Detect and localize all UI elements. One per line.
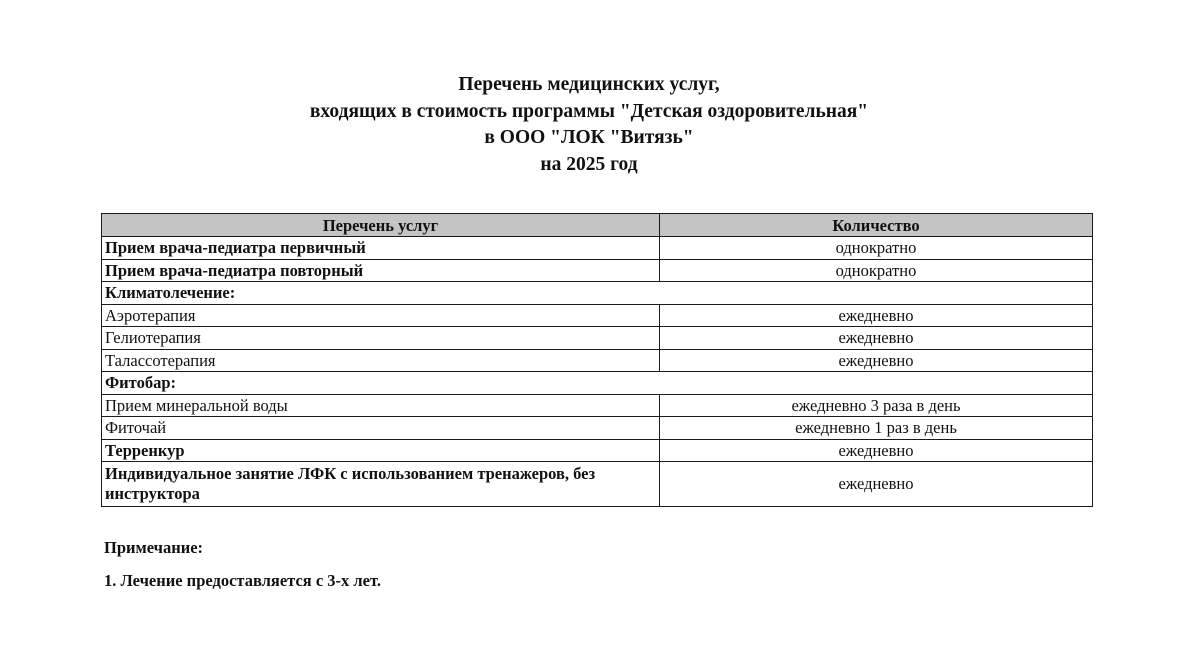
table-row (102, 394, 1093, 417)
title-line: входящих в стоимость программы "Детская оздоровительная" (309, 100, 869, 122)
service-quantity: ежедневно 3 раза в день (660, 394, 1093, 417)
service-name: Фиточай (102, 417, 660, 440)
section-title: Фитобар: (102, 372, 1093, 395)
service-name: Аэротерапия (102, 304, 660, 327)
table-header-row (102, 214, 1093, 237)
service-name: Терренкур (102, 439, 660, 462)
table-row (102, 237, 1093, 260)
title-line: в ООО "ЛОК "Витязь" (484, 127, 694, 148)
table-row (102, 462, 1093, 507)
note-title: Примечание: (104, 538, 204, 557)
table-row (102, 259, 1093, 282)
service-name: Прием минеральной воды (102, 394, 660, 417)
service-quantity: ежедневно (660, 462, 1093, 507)
service-quantity: ежедневно (660, 349, 1093, 372)
service-name: Индивидуальное занятие ЛФК с использованием тренажеров, без инструктора (102, 462, 660, 507)
document-title (0, 72, 1178, 178)
service-quantity: ежедневно (660, 327, 1093, 350)
services-table (101, 213, 1093, 507)
table-row (102, 417, 1093, 440)
service-quantity: однократно (660, 259, 1093, 282)
table-row (102, 327, 1093, 350)
service-quantity: ежедневно (660, 304, 1093, 327)
section-row (102, 372, 1093, 395)
title-line: Перечень медицинских услуг, (458, 74, 720, 95)
service-name: Талассотерапия (102, 349, 660, 372)
note-item: 1. Лечение предоставляется с 3-х лет. (104, 571, 381, 590)
service-quantity: ежедневно (660, 439, 1093, 462)
service-quantity: однократно (660, 237, 1093, 260)
column-header-quantity: Количество (660, 214, 1093, 237)
table-row (102, 304, 1093, 327)
section-title: Климатолечение: (102, 282, 1093, 305)
service-name: Прием врача-педиатра первичный (102, 237, 660, 260)
section-row (102, 282, 1093, 305)
service-name: Гелиотерапия (102, 327, 660, 350)
title-line: на 2025 год (540, 153, 638, 175)
service-name: Прием врача-педиатра повторный (102, 259, 660, 282)
column-header-services: Перечень услуг (102, 214, 660, 237)
table-row (102, 349, 1093, 372)
service-quantity: ежедневно 1 раз в день (660, 417, 1093, 440)
table-row (102, 439, 1093, 462)
